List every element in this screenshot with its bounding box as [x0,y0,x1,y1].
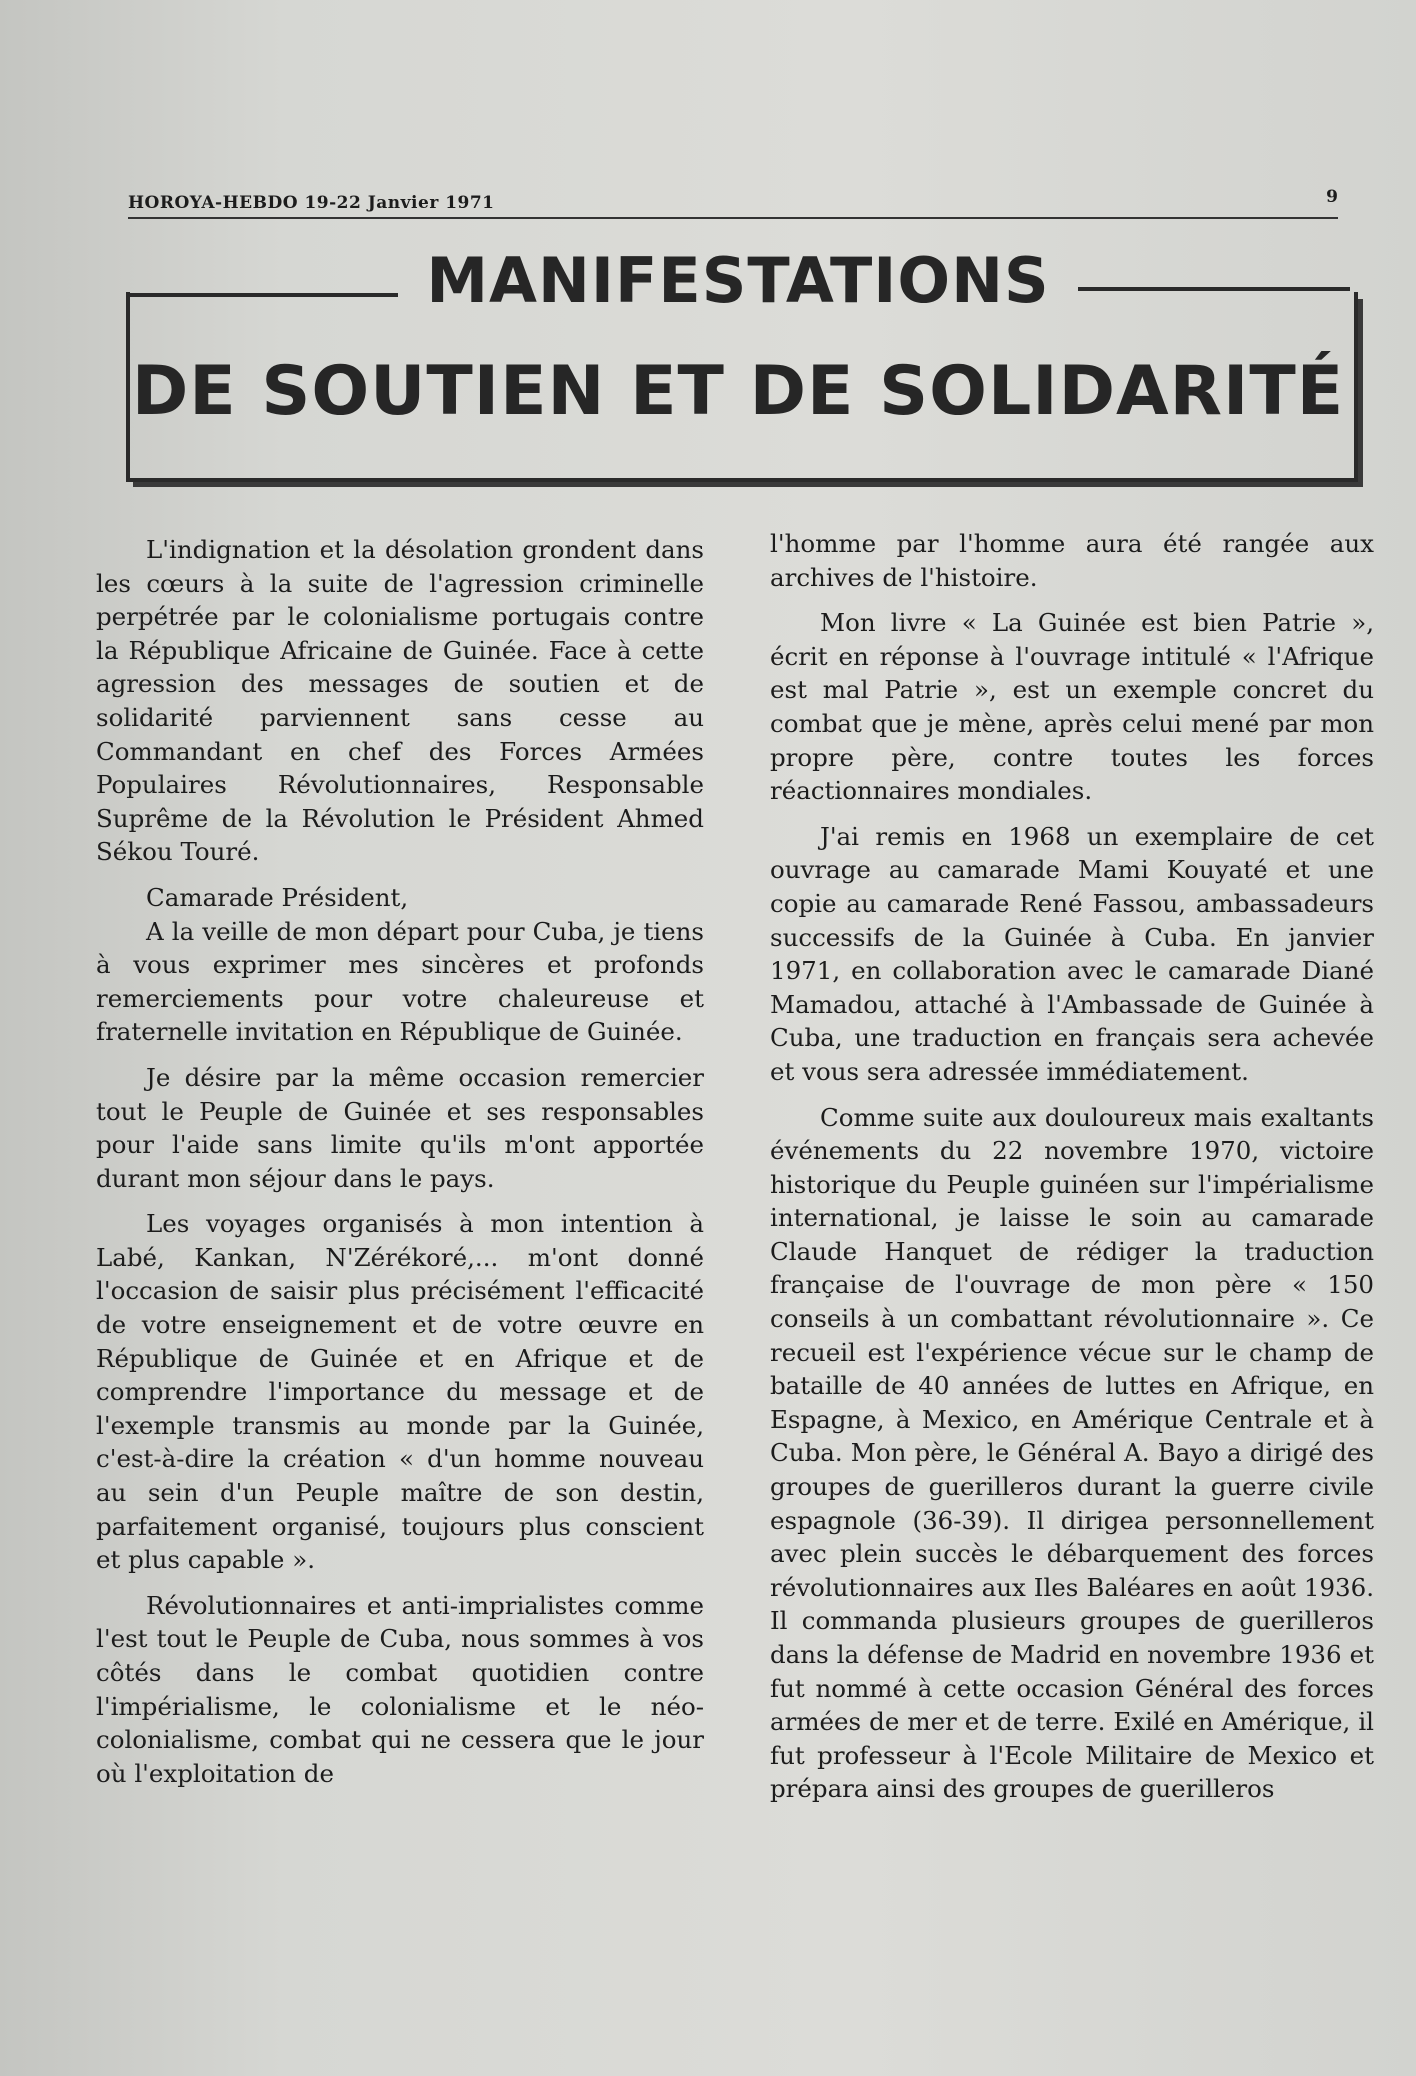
page-header [128,185,1338,219]
paragraph: Comme suite aux douloureux mais exaltants événements du 22 novembre 1970, victoire historique du Peuple guinéen sur l'impérialisme international, je laisse le soin au camarade Claude Hanquet de rédiger la traduction française de l'ouvrage de mon père « 150 conseils à un combattant révolutionnaire ». Ce recueil est l'expérience vécue sur le champ de bataille de 40 années de luttes en Afrique, en Espagne, à Mexico, en Amérique Centrale et à Cuba. Mon père, le Général A. Bayo a dirigé des groupes de guerilleros durant la guerre civile espagnole (36-39). Il dirigea personnellement avec plein succès le débarquement des forces révolutionnaires aux Iles Baléares en août 1936. Il commanda plusieurs groupes de guerilleros dans la défense de Madrid en novembre 1936 et fut nommé à cette occasion Général des forces armées de mer et de terre. Exilé en Amérique, il fut professeur à l'Ecole Militaire de Mexico et prépara ainsi des groupes de guerilleros [770,1102,1374,1804]
title-rule-left [126,293,398,297]
page-number: 9 [1326,187,1338,207]
headline-line-1: MANIFESTATIONS [426,244,1050,317]
article-column-left [96,533,704,1802]
paragraph: Je désire par la même occasion remercier tout le Peuple de Guinée et ses responsables pour l'aide sans limite qu'ils m'ont apportée durant mon séjour dans le pays. [96,1062,704,1193]
paragraph: Les voyages organisés à mon intention à Labé, Kankan, N'Zérékoré,... m'ont donné l'occasion de saisir plus précisément l'efficacité de votre enseignement et de votre œuvre en République de Guinée et en Afrique et de comprendre l'importance du message et de l'exemple transmis au monde par la Guinée, c'est-à-dire la création « d'un homme nouveau au sein d'un Peuple maître de son destin, parfaitement organisé, toujours plus conscient et plus capable ». [96,1209,704,1575]
paragraph: J'ai remis en 1968 un exemplaire de cet ouvrage au camarade Mami Kouyaté et une copie au camarade René Fassou, ambassadeurs successifs de la Guinée à Cuba. En janvier 1971, en collaboration avec le camarade Diané Mamadou, attaché à l'Ambassade de Guinée à Cuba, une traduction en français sera achevée et vous sera adressée immédiatement. [770,821,1374,1086]
paragraph: Mon livre « La Guinée est bien Patrie », écrit en réponse à l'ouvrage intitulé « l'Afrique est mal Patrie », est un exemple concret du combat que je mène, après celui mené par mon propre père, contre toutes les forces réactionnaires mondiales. [770,608,1374,806]
paragraph: Révolutionnaires et anti-imprialistes comme l'est tout le Peuple de Cuba, nous sommes à vos côtés dans le combat quotidien contre l'impérialisme, le colonialisme et le néo-colonialisme, combat qui ne cessera que le jour où l'exploitation de [96,1590,704,1788]
salutation: Camarade Président, [146,882,409,912]
publication-info: HOROYA-HEBDO 19-22 Janvier 1971 [128,193,495,213]
headline-line-2: DE SOUTIEN ET DE SOLIDARITÉ [131,352,1345,431]
title-rule-right [1078,287,1350,291]
paragraph: A la veille de mon départ pour Cuba, je tiens à vous exprimer mes sincères et profonds remerciements pour votre chaleureuse et fraternelle invitation en République de Guinée. [96,916,704,1047]
article-column-right [770,527,1374,1818]
paragraph: L'indignation et la désolation grondent dans les cœurs à la suite de l'agression criminelle perpétrée par le colonialisme portugais contre la République Africaine de Guinée. Face à cette agression des messages de soutien et de solidarité parviennent sans cesse au Commandant en chef des Forces Armées Populaires Révolutionnaires, Responsable Suprême de la Révolution le Président Ahmed Sékou Touré. [96,535,704,867]
paragraph: l'homme par l'homme aura été rangée aux archives de l'histoire. [770,529,1374,592]
